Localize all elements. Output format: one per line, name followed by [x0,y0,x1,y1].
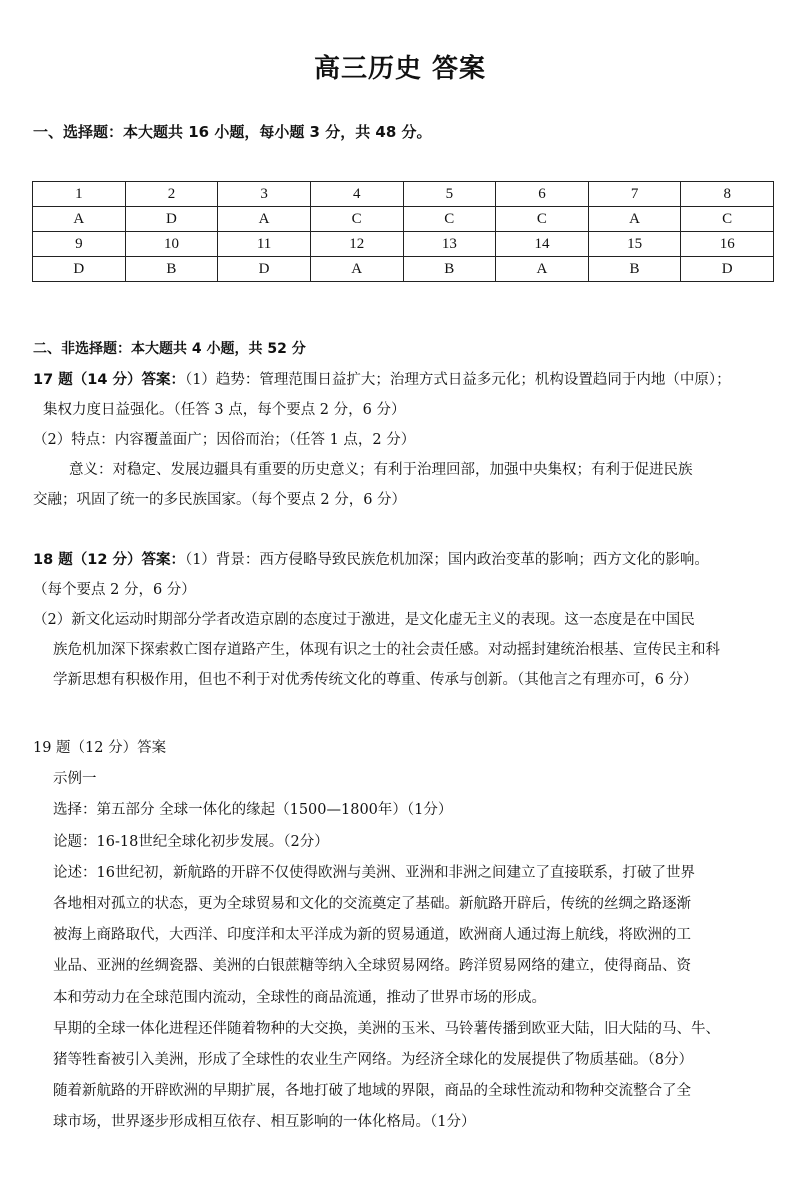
table-cell: A [218,207,311,232]
table-cell: B [588,257,681,282]
table-cell: 7 [588,182,681,207]
q17-line: （2）特点：内容覆盖面广；因俗而治；（任答 1 点，2 分） [33,432,416,448]
table-cell: C [681,207,774,232]
question-17 [33,365,777,515]
table-cell: B [125,257,218,282]
table-cell: 6 [496,182,589,207]
table-cell: 11 [218,232,311,257]
table-cell: 3 [218,182,311,207]
q19-line: 论题：16-18世纪全球化初步发展。（2分） [53,833,329,850]
q19-line: 猪等牲畜被引入美洲，形成了全球性的农业生产网络。为经济全球化的发展提供了物质基础。（8分） [53,1052,693,1069]
table-cell: 16 [681,232,774,257]
q19-line: 示例一 [53,771,97,788]
q17-line: 集权力度日益强化。（任答 3 点，每个要点 2 分，6 分） [43,402,406,418]
table-row [33,207,774,232]
answer-table [32,181,774,282]
table-cell: A [496,257,589,282]
table-cell: C [403,207,496,232]
q19-line: 随着新航路的开辟欧洲的早期扩展，各地打破了地域的界限，商品的全球性流动和物种交流整合了全 [53,1083,691,1100]
section1-heading: 一、选择题：本大题共 16 小题，每小题 3 分，共 48 分。 [33,123,432,141]
q19-line: 选择：第五部分 全球一体化的缘起（1500—1800年）（1分） [53,802,453,819]
table-cell: 4 [310,182,403,207]
table-cell: 2 [125,182,218,207]
table-cell: 8 [681,182,774,207]
table-cell: 10 [125,232,218,257]
question-19 [33,733,777,1139]
table-cell: D [681,257,774,282]
table-cell: 14 [496,232,589,257]
q17-line: 意义：对稳定、发展边疆具有重要的历史意义；有利于治理回部，加强中央集权；有利于促进民族 [69,462,693,478]
q18-line: 学新思想有积极作用，但也不利于对优秀传统文化的尊重、传承与创新。（其他言之有理亦可，6 分） [53,672,698,688]
table-cell: A [310,257,403,282]
table-cell: 5 [403,182,496,207]
page-title: 高三历史 答案 [313,54,487,84]
table-cell: D [33,257,126,282]
q19-line: 球市场，世界逐步形成相互依存、相互影响的一体化格局。（1分） [53,1114,476,1131]
table-cell: C [310,207,403,232]
q17-line: 17 题（14 分）答案：（1）趋势：管理范围日益扩大；治理方式日益多元化；机构设置趋同于内地（中原）； [33,372,731,388]
table-cell: 12 [310,232,403,257]
table-cell: A [588,207,681,232]
table-cell: 9 [33,232,126,257]
table-cell: 13 [403,232,496,257]
q19-line: 论述：16世纪初，新航路的开辟不仅使得欧洲与美洲、亚洲和非洲之间建立了直接联系，打破了世界 [53,864,695,881]
q19-label: 19 题（12 分）答案 [33,740,167,756]
q19-line: 被海上商路取代，大西洋、印度洋和太平洋成为新的贸易通道，欧洲商人通过海上航线，将欧洲的工 [53,927,691,944]
q19-line: 业品、亚洲的丝绸瓷器、美洲的白银蔗糖等纳入全球贸易网络。跨洋贸易网络的建立，使得商品、资 [53,958,691,975]
q18-line: 族危机加深下探索救亡图存道路产生，体现有识之士的社会责任感。对动摇封建统治根基、宣传民主和科 [53,642,720,658]
q19-line: 本和劳动力在全球范围内流动，全球性的商品流通，推动了世界市场的形成。 [53,989,546,1006]
q18-line: 18 题（12 分）答案：（1）背景：西方侵略导致民族危机加深；国内政治变革的影响；西方文化的影响。 [33,552,709,568]
question-18 [33,545,777,695]
table-cell: C [496,207,589,232]
table-row [33,232,774,257]
q17-label: 17 题（14 分）答案： [33,372,185,388]
q19-line: 各地相对孤立的状态，更为全球贸易和文化的交流奠定了基础。新航路开辟后，传统的丝绸之路逐渐 [53,896,691,913]
table-cell: 1 [33,182,126,207]
table-cell: D [125,207,218,232]
table-cell: B [403,257,496,282]
q18-label: 18 题（12 分）答案： [33,552,185,568]
table-row [33,257,774,282]
table-cell: A [33,207,126,232]
table-cell: 15 [588,232,681,257]
q18-line: （每个要点 2 分，6 分） [33,582,196,598]
table-row [33,182,774,207]
q18-line: （2）新文化运动时期部分学者改造京剧的态度过于激进，是文化虚无主义的表现。这一态度是在中国民 [33,612,695,628]
section2-heading: 二、非选择题：本大题共 4 小题，共 52 分 [33,341,306,357]
q17-line: 交融；巩固了统一的多民族国家。（每个要点 2 分，6 分） [33,492,407,508]
table-cell: D [218,257,311,282]
q19-line: 早期的全球一体化进程还伴随着物种的大交换，美洲的玉米、马铃薯传播到欧亚大陆，旧大陆的马、牛、 [53,1020,720,1037]
